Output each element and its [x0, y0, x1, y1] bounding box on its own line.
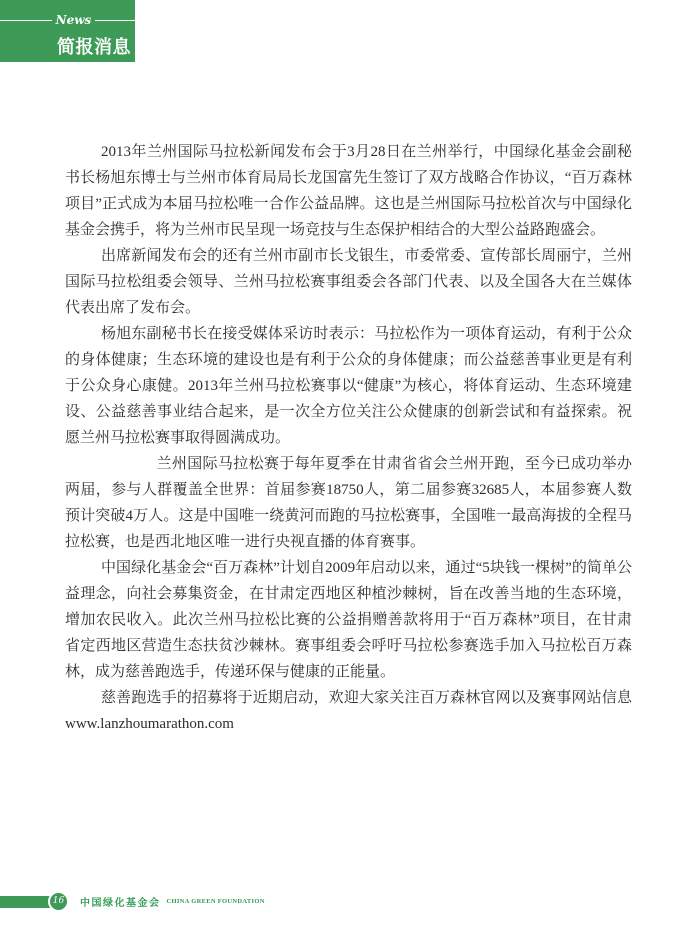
page-number-badge	[48, 891, 69, 912]
news-rule-row	[0, 14, 135, 26]
rule-right	[95, 20, 135, 21]
foundation-name-cn: 中国绿化基金会	[80, 898, 161, 909]
page-number: 16	[52, 896, 65, 906]
footer-accent-bar	[0, 896, 50, 908]
rule-left	[0, 20, 52, 21]
foundation-logo	[80, 894, 265, 909]
article-paragraph: 慈善跑选手的招募将于近期启动，欢迎大家关注百万森林官网以及赛事网站信息www.​lanzhoumarathon.com	[65, 690, 632, 732]
article-paragraph: 2013年兰州国际马拉松新闻发布会于3月28日在兰州举行，中国绿化基金会副秘书长杨旭东博士与兰州市体育局局长龙国富先生签订了双方战略合作协议，“百万森林项目”正式成为本届马拉松唯一合作公益品牌。这也是兰州国际马拉松首次与中国绿化基金会携手，将为兰州市民呈现一场竞技与生态保护相结合的大型公益路跑盛会。	[65, 144, 632, 238]
section-title: 简报消息	[57, 37, 131, 57]
article-paragraph: 杨旭东副秘书长在接受媒体采访时表示：马拉松作为一项体育运动，有利于公众的身体健康；生态环境的建设也是有利于公众的身体健康；而公益慈善事业更是有利于公众身心康健。2013年兰州马拉松赛事以“健康”为核心，将体育运动、生态环境建设、公益慈善事业结合起来，是一次全方位关注公众健康的创新尝试和有益探索。祝愿兰州马拉松赛事取得圆满成功。	[65, 326, 632, 446]
article-paragraph: 出席新闻发布会的还有兰州市副市长戈银生，市委常委、宣传部长周丽宁，兰州国际马拉松组委会领导、兰州马拉松赛事组委会各部门代表、以及全国各大在兰媒体代表出席了发布会。	[65, 248, 632, 316]
news-label: News	[55, 13, 92, 27]
article-paragraph: 兰州国际马拉松赛于每年夏季在甘肃省省会兰州开跑，至今已成功举办两届，参与人群覆盖全世界：首届参赛18750人，第二届参赛32685人，本届参赛人数预计突破4万人。这是中国唯一绕黄河而跑的马拉松赛事，全国唯一最高海拔的全程马拉松赛，也是西北地区唯一进行央视直播的体育赛事。	[65, 456, 632, 550]
news-section-badge	[0, 0, 135, 62]
foundation-name-en: CHINA GREEN FOUNDATION	[166, 898, 265, 905]
article-paragraph: 中国绿化基金会“百万森林”计划自2009年启动以来，通过“5块钱一棵树”的简单公益理念，向社会募集资金，在甘肃定西地区种植沙棘树，旨在改善当地的生态环境，增加农民收入。此次兰州马拉松比赛的公益捐赠善款将用于“百万森林”项目，在甘肃省定西地区营造生态扶贫沙棘林。赛事组委会呼吁马拉松参赛选手加入马拉松百万森林，成为慈善跑选手，传递环保与健康的正能量。	[65, 560, 632, 680]
article-body	[65, 139, 632, 737]
